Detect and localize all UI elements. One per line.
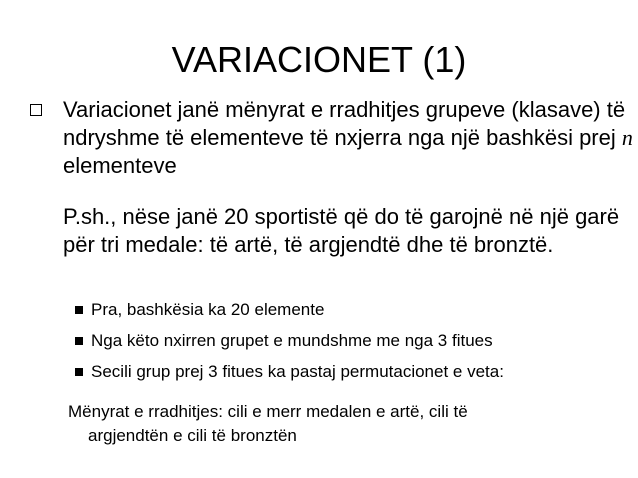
list-item-text: Nga këto nxirren grupet e mundshme me nga 3 fitues — [91, 331, 493, 350]
sub-bullet-list — [75, 298, 635, 391]
final-line-2: argjendtën e cili të bronztën — [88, 426, 297, 445]
list-item-text: Secili grup prej 3 fitues ka pastaj permutacionet e veta: — [91, 362, 504, 381]
final-line-1: Mënyrat e rradhitjes: cili e merr medalen e artë, cili të — [68, 402, 468, 421]
filled-square-bullet-icon — [75, 306, 83, 314]
list-item — [75, 360, 635, 391]
list-item — [75, 329, 635, 360]
main-text-part-2: elementeve — [63, 153, 177, 178]
list-item-text: Pra, bashkësia ka 20 elemente — [91, 300, 325, 319]
final-paragraph — [68, 400, 628, 448]
italic-n-variable: n — [621, 125, 633, 150]
example-paragraph: P.sh., nëse janë 20 sportistë që do të garojnë në një garë për tri medale: të artë, të argjendtë dhe të bronztë. — [63, 204, 620, 257]
list-item — [75, 298, 635, 329]
filled-square-bullet-icon — [75, 368, 83, 376]
filled-square-bullet-icon — [75, 337, 83, 345]
main-bullet-text — [63, 96, 638, 180]
slide-title: VARIACIONET (1) — [171, 39, 467, 80]
main-text-part-1: Variacionet janë mënyrat e rradhitjes grupeve (klasave) të ndryshme të elementeve të nxjerra nga një bashkësi prej — [63, 97, 626, 150]
square-bullet-icon — [30, 104, 42, 116]
